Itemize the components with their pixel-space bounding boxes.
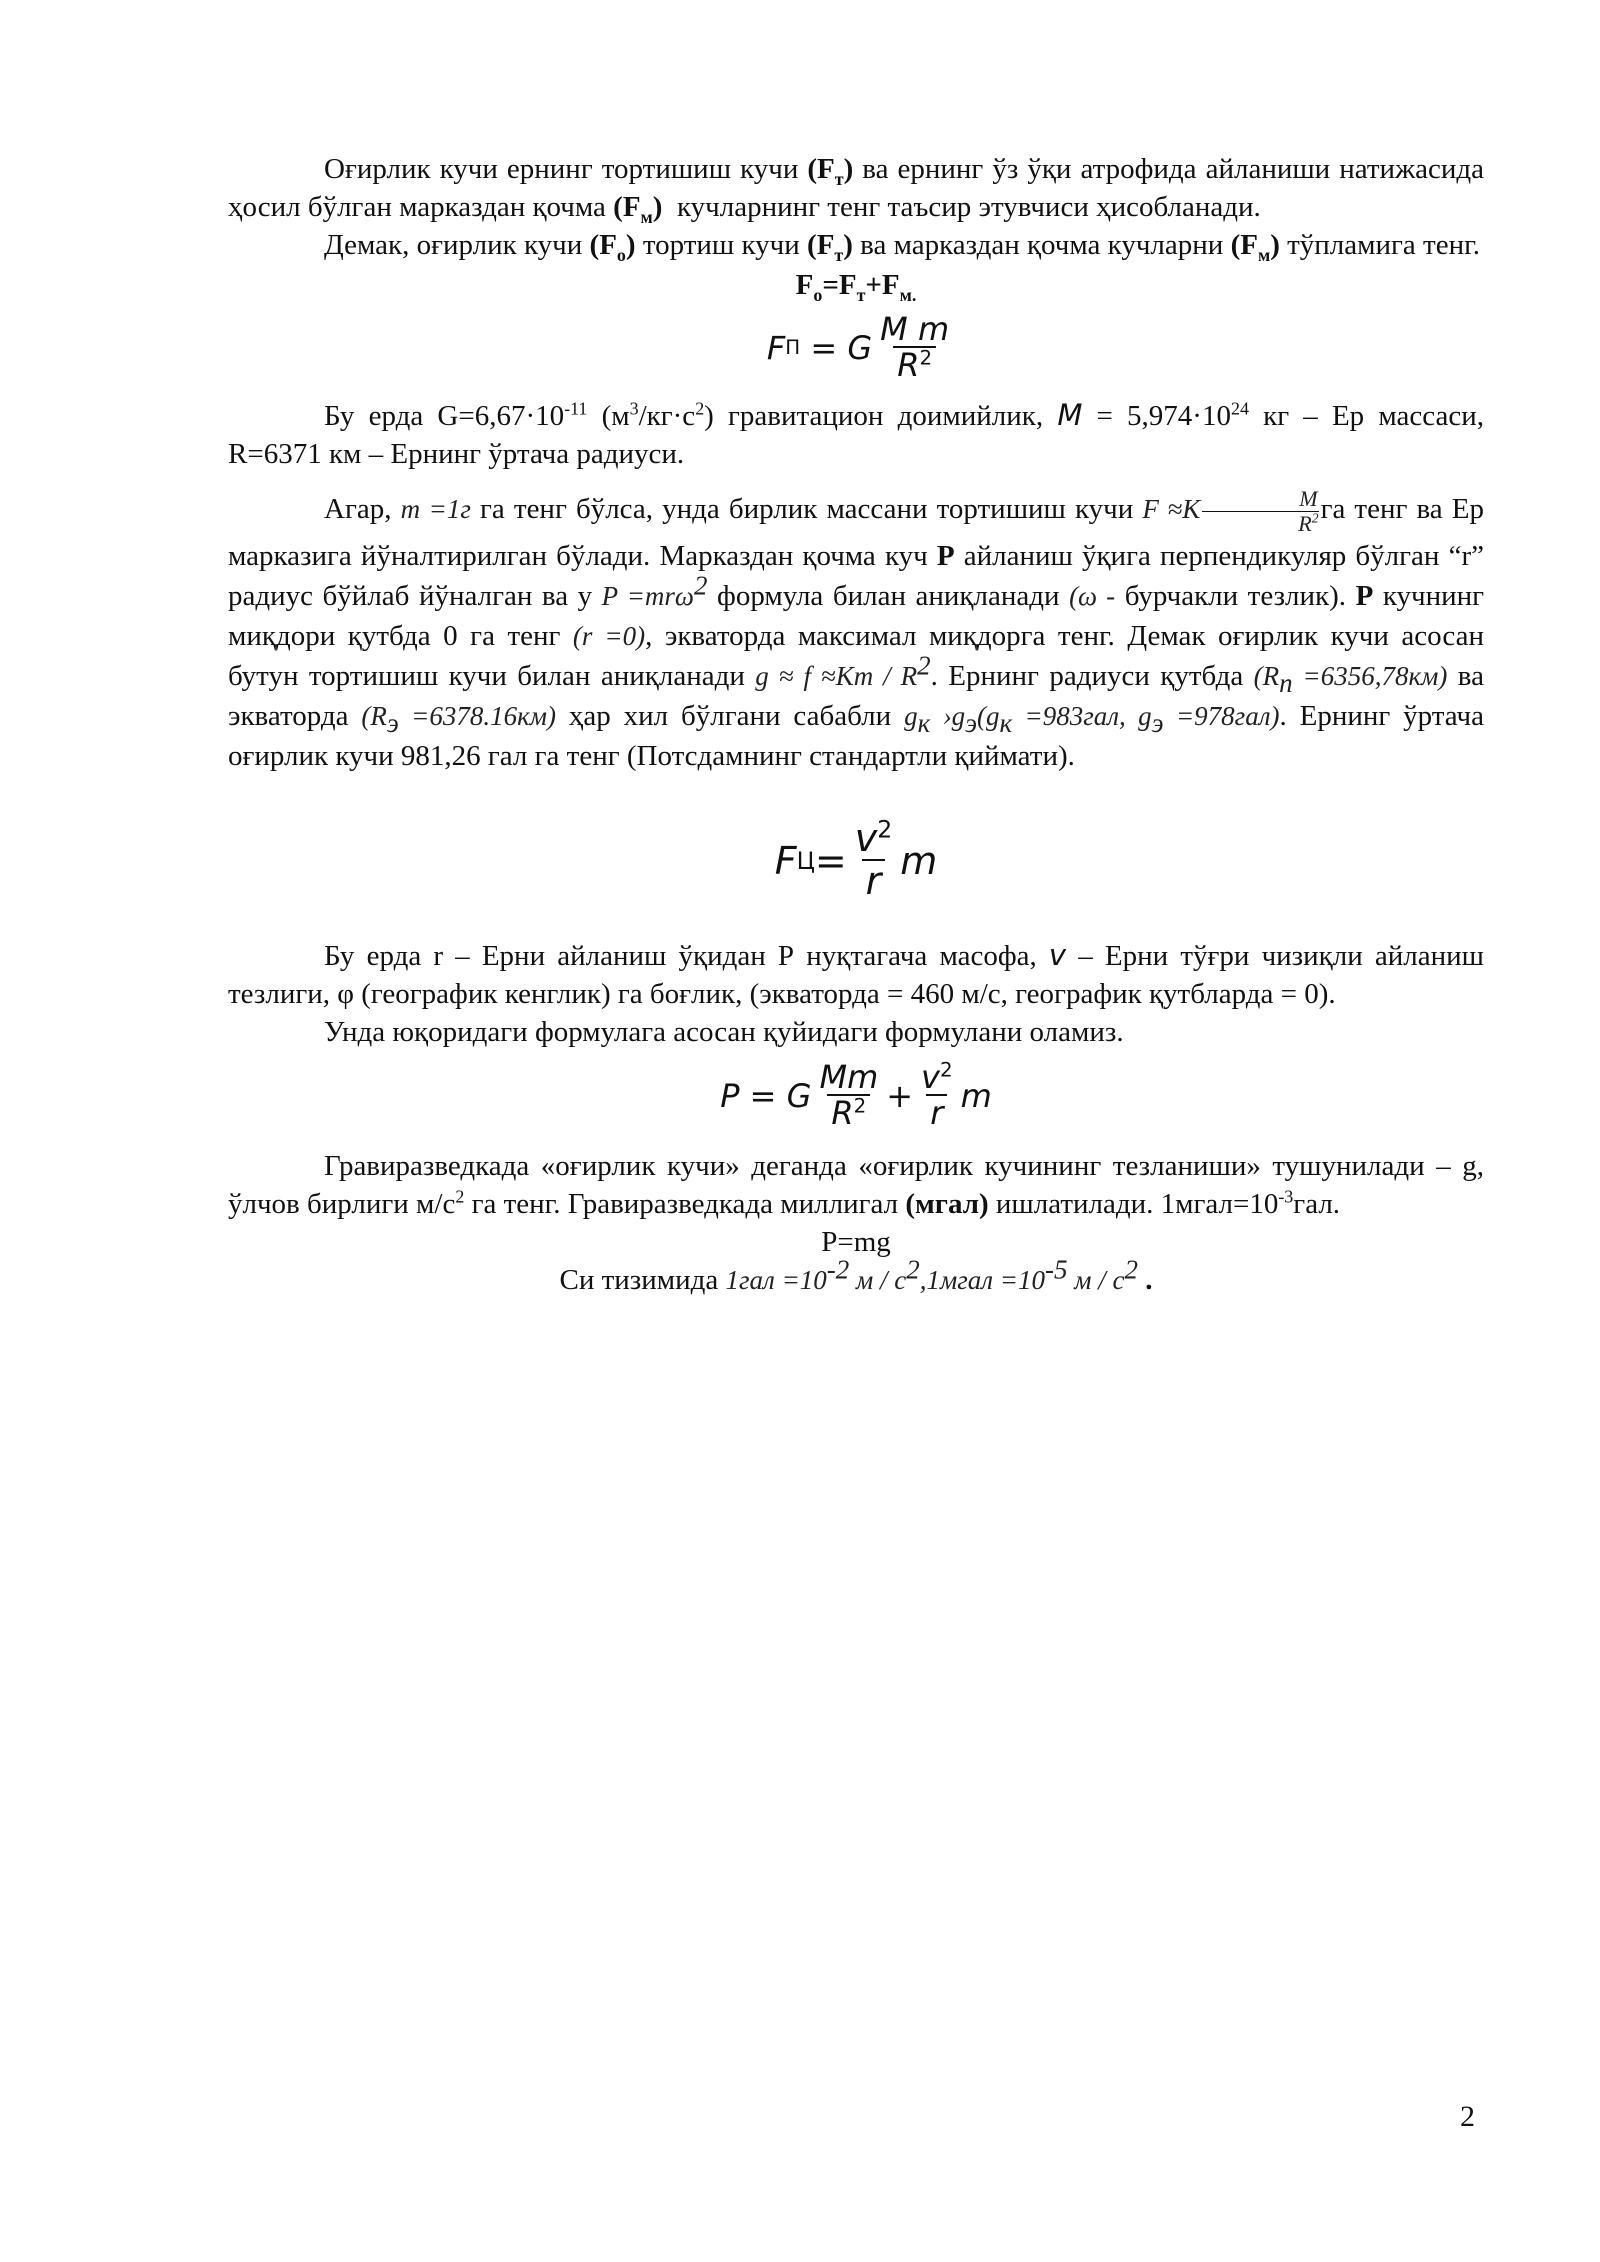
text: тортиш кучи (642, 229, 800, 261)
text: тўпламига тенг. (1287, 229, 1480, 261)
formula-centrifugal: F Ц = $\frac{v^2}{r}$ m (774, 815, 938, 904)
paragraph-3: Бу ерда $G=6,67\cdot 10^{-11}$ $(м^3/кг\cdot с^2)$ гравитацион доимийлик, $M = 5,974\cdot 10^{24}$ кг – Ер массаси, R=6371 км – Ернинг ўртача радиуси. (228, 398, 1484, 470)
formula-gravity: F П = G $\frac{\text{M m}}{R^2}$ (766, 309, 950, 385)
paragraph-5: Бу ерда r – Ерни айланиш ўқидан Р нуқтагача масофа, v – Ерни тўғри чизиқли айланиш тезлиги, φ (географик кенглик) га боғлик, (экваторда = 460 м/с, географик қутбларда = 0). (228, 938, 1484, 1010)
text: Демак, оғирлик кучи (324, 229, 583, 261)
paragraph-2 (228, 226, 1484, 264)
text: кучларнинг тенг таъсир этувчиси ҳисобланади. (676, 191, 1261, 223)
fm-symbol: $(F_м)$ (613, 191, 663, 227)
text: Оғирлик кучи ернинг тортишиш кучи (324, 153, 799, 185)
paragraph-4: Агар, m =1г га тенг бўлса, унда бирлик массани тортишиш кучи F ≈K $\frac{M}{R^2}$ га тенг ва Ер марказига йўналтирилган бўлади. Марказдан қочма куч P айланиш ўқига перпендикуляр бўлган “r” радиус бўйлаб йўналган ва у P =mrω$^2$ формула билан аниқланади (ω - бурчакли тезлик). P кучнинг миқдори қутбда 0 га тенг (r =0), экваторда максимал миқдорга тенг. Демак оғирлик кучи асосан бутун тортишиш кучи билан аниқланади $g \approx f \approx Km / R^2$. Ернинг радиуси қутбда $(R_п =6356,78км)$ ва экваторда $(R_э =6378.16км)$ ҳар хил бўлгани сабабли $g_к$ $›g_э(g_к =983гал$, $g_э =978гал$). Ернинг ўртача оғирлик кучи 981,26 гал га тенг (Потсдамнинг стандартли қиймати). (228, 486, 1485, 772)
si-line: Си тизимида $1гал =10^{-2}$ $м / с^2,1мгал =10^{-5}$ м / $с^2$ . (559, 1254, 1153, 1296)
ft-symbol: $(F_т)$ (807, 229, 853, 265)
fo-symbol: $(F_о)$ (589, 229, 636, 265)
paragraph-1 (228, 150, 1484, 226)
fm-symbol: $(F_м)$ (1230, 229, 1280, 265)
paragraph-7: Гравиразведкада «оғирлик кучи» деганда «оғирлик кучининг тезланиши» тушунилади – g, ўлчов бирлиги $м/с^2$ га тенг. Гравиразведкада миллигал (мгал) ишлатилади. $1мгал=10^{-3}гал$. (228, 1150, 1484, 1220)
formula-sum: $F_о=F_т+F_{м.}$ (795, 269, 917, 305)
formula-pmg: P=mg (821, 1226, 891, 1258)
text: ва марказдан қочма кучларни (860, 229, 1224, 261)
page-number: 2 (1460, 2100, 1475, 2133)
formula-p: P = G $\frac{Mm}{R^2}$ + $\frac{v^2}{r}$ m (720, 1057, 992, 1133)
text: ва ернинг ўз ўқи атрофида айланиши натижасида ҳосил бўлган марказдан қочма (228, 153, 1484, 223)
ft-symbol: $(F_т)$ (807, 153, 854, 189)
page-body (228, 150, 1484, 1299)
paragraph-6: Унда юқоридаги формулага асосан қуйидаги формулани оламиз. (324, 1016, 1124, 1048)
